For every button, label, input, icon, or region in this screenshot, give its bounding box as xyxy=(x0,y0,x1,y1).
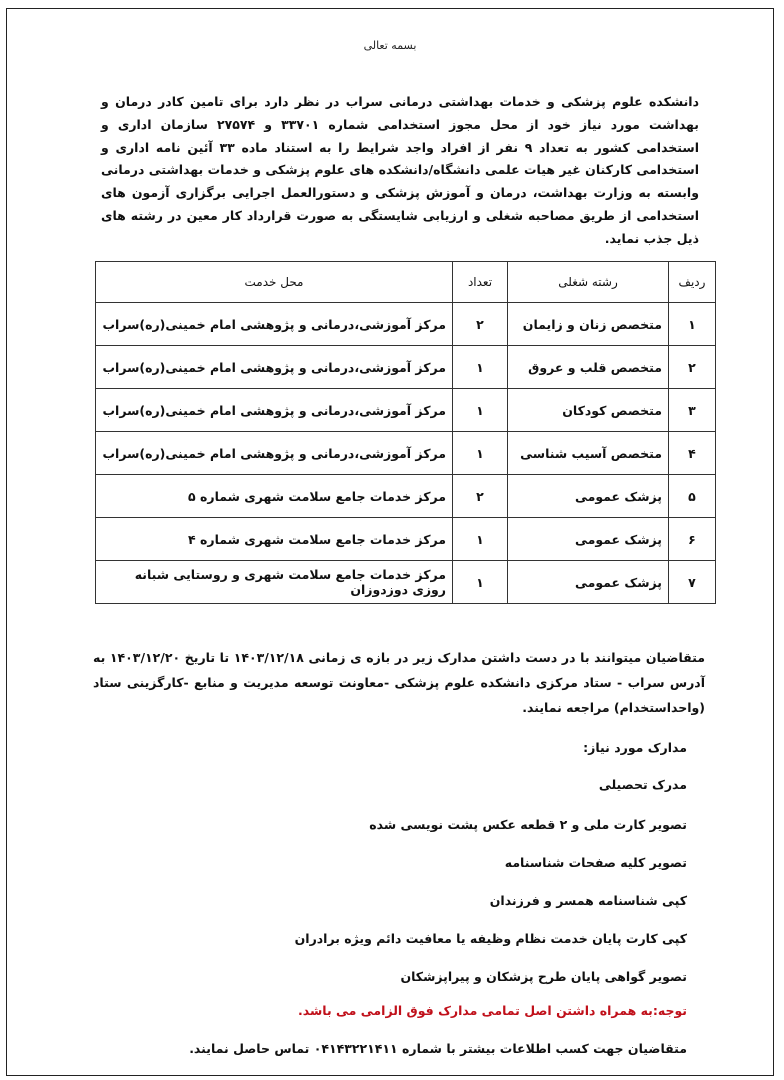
page-heading: بسمه تعالی xyxy=(363,39,417,52)
table-row xyxy=(96,389,716,432)
cell-count: ۱ xyxy=(453,389,508,432)
cell-location: مرکز آموزشی،درمانی و پژوهشی امام خمینی(ره)سراب xyxy=(96,346,453,389)
contact-line: متقاضیان جهت کسب اطلاعات بیشتر با شماره ۰۴۱۴۳۲۲۱۴۱۱ تماس حاصل نمایند. xyxy=(189,1041,687,1056)
table-row xyxy=(96,518,716,561)
cell-count: ۱ xyxy=(453,346,508,389)
table-row xyxy=(96,303,716,346)
cell-location: مرکز خدمات جامع سلامت شهری شماره ۴ xyxy=(96,518,453,561)
note-warning: توجه:به همراه داشتن اصل تمامی مدارک فوق الزامی می باشد. xyxy=(298,1003,687,1018)
cell-job: پزشک عمومی xyxy=(508,518,669,561)
cell-job: متخصص زنان و زایمان xyxy=(508,303,669,346)
cell-count: ۲ xyxy=(453,475,508,518)
document-item: کپی کارت پایان خدمت نظام وظیفه یا معافیت دائم ویژه برادران xyxy=(294,931,687,946)
document-item: تصویر کلیه صفحات شناسنامه xyxy=(504,855,687,870)
cell-row-number: ۲ xyxy=(669,346,716,389)
header-job: رشته شغلی xyxy=(508,262,669,303)
positions-table xyxy=(95,261,716,604)
table-row xyxy=(96,432,716,475)
cell-row-number: ۷ xyxy=(669,561,716,604)
header-location: محل خدمت xyxy=(96,262,453,303)
cell-location: مرکز آموزشی،درمانی و پژوهشی امام خمینی(ره)سراب xyxy=(96,389,453,432)
cell-job: پزشک عمومی xyxy=(508,561,669,604)
cell-count: ۱ xyxy=(453,561,508,604)
cell-job: متخصص آسیب شناسی xyxy=(508,432,669,475)
cell-row-number: ۳ xyxy=(669,389,716,432)
document-item: تصویر کارت ملی و ۲ قطعه عکس پشت نویسی شده xyxy=(369,817,687,832)
document-item: مدرک تحصیلی xyxy=(598,777,687,792)
table-row xyxy=(96,346,716,389)
document-item: تصویر گواهی پایان طرح پزشکان و پیراپزشکان xyxy=(400,969,687,984)
cell-location: مرکز آموزشی،درمانی و پژوهشی امام خمینی(ره)سراب xyxy=(96,432,453,475)
table-header-row xyxy=(96,262,716,303)
cell-location: مرکز آموزشی،درمانی و پژوهشی امام خمینی(ره)سراب xyxy=(96,303,453,346)
announcement-page xyxy=(6,8,774,1076)
cell-count: ۲ xyxy=(453,303,508,346)
cell-row-number: ۱ xyxy=(669,303,716,346)
table-row xyxy=(96,561,716,604)
cell-row-number: ۶ xyxy=(669,518,716,561)
application-paragraph: متقاضیان میتوانند با در دست داشتن مدارک زیر در بازه ی زمانی ۱۴۰۳/۱۲/۱۸ تا تاریخ ۱۴۰۳/۱۲/۲۰ به آدرس سراب - ستاد مرکزی دانشکده علوم پزشکی -معاونت توسعه مدیریت و منابع -کارگزینی ستاد (واحداستخدام) مراجعه نمایند. xyxy=(93,650,705,715)
cell-location: مرکز خدمات جامع سلامت شهری شماره ۵ xyxy=(96,475,453,518)
cell-row-number: ۴ xyxy=(669,432,716,475)
cell-row-number: ۵ xyxy=(669,475,716,518)
cell-count: ۱ xyxy=(453,518,508,561)
cell-job: متخصص قلب و عروق xyxy=(508,346,669,389)
cell-job: پزشک عمومی xyxy=(508,475,669,518)
header-count: تعداد xyxy=(453,262,508,303)
header-row-number: ردیف xyxy=(669,262,716,303)
cell-job: متخصص کودکان xyxy=(508,389,669,432)
document-item: کپی شناسنامه همسر و فرزندان xyxy=(489,893,687,908)
intro-paragraph: دانشکده علوم پزشکی و خدمات بهداشتی درمانی سراب در نظر دارد برای تامین کادر درمان و بهداشت مورد نیاز خود از محل مجوز استخدامی شماره ۳۳۷۰۱ و ۲۷۵۷۴ سازمان اداری و استخدامی کشور به تعداد ۹ نفر از افراد واجد شرایط را به استناد ماده ۳۳ آئین نامه اداری و استخدامی کارکنان غیر هیات علمی دانشگاه/دانشکده های علوم پزشکی و خدمات بهداشتی درمانی وابسته به وزارت بهداشت، درمان و آموزش پزشکی و دستورالعمل اجرایی برگزاری آزمون های استخدامی از طریق مصاحبه شغلی و ارزیابی شایستگی به صورت قرارداد کار معین در رشته های ذیل جذب نماید. xyxy=(101,94,699,246)
documents-title: مدارک مورد نیاز: xyxy=(583,740,687,755)
cell-count: ۱ xyxy=(453,432,508,475)
cell-location: مرکز خدمات جامع سلامت شهری و روستایی شبانه روزی دوزدوزان xyxy=(96,561,453,604)
table-row xyxy=(96,475,716,518)
